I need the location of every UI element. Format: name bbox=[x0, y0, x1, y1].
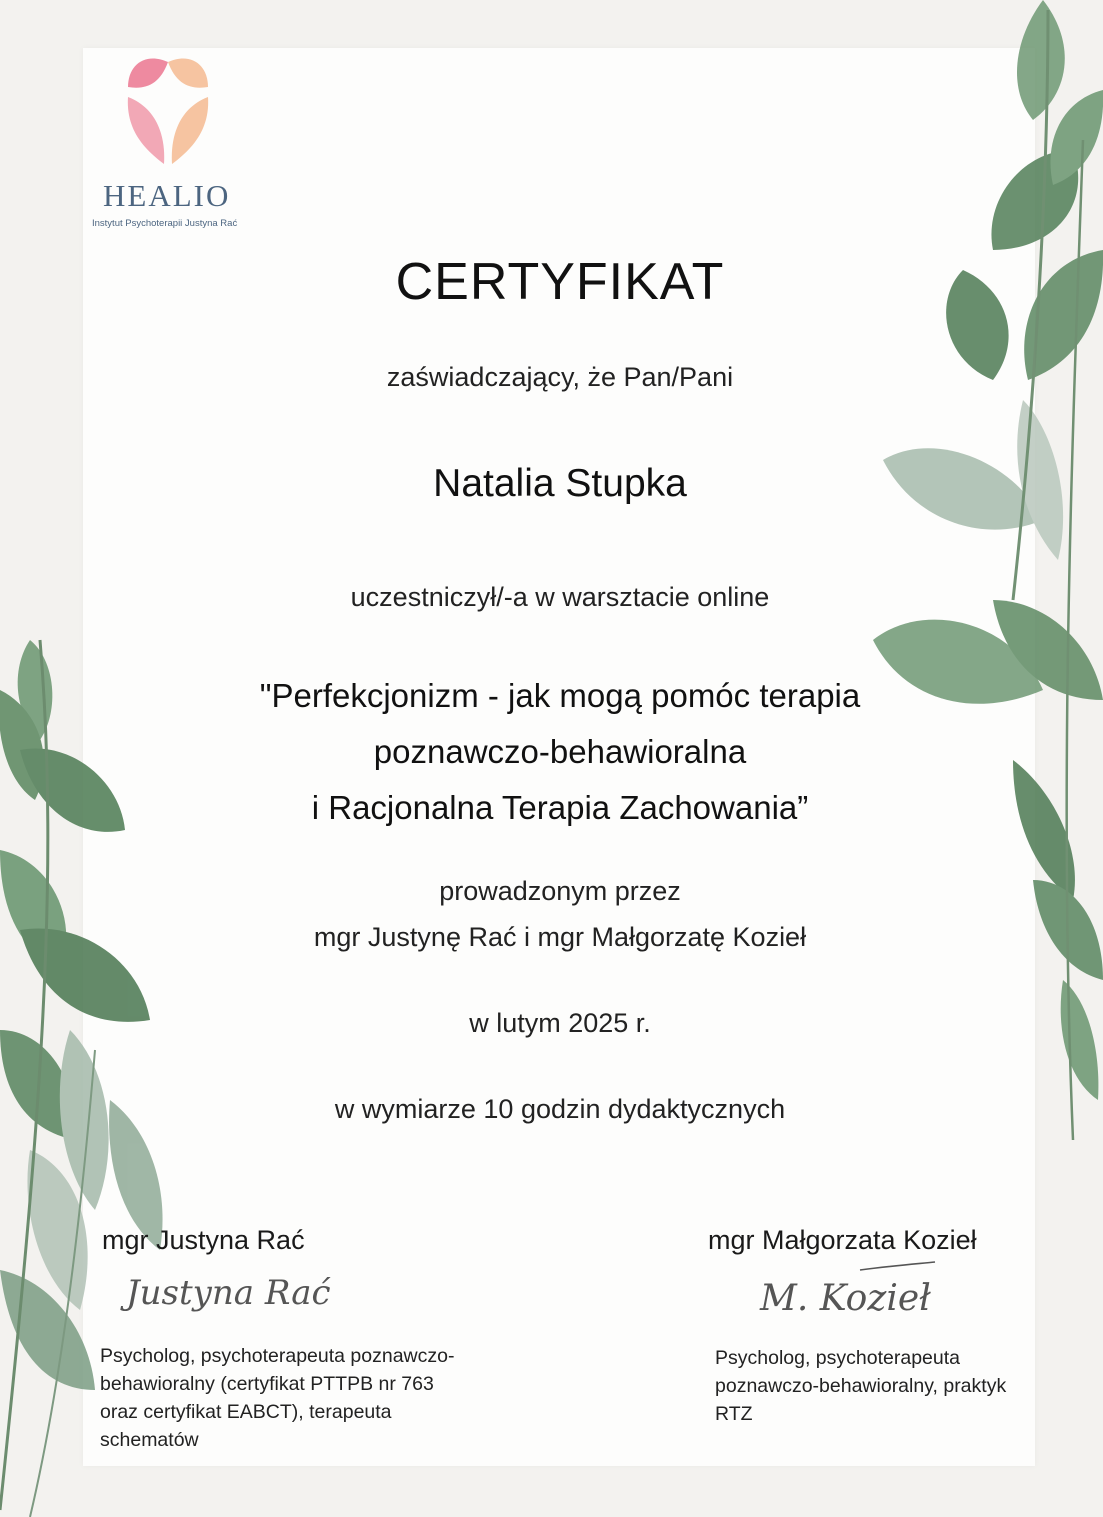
certificate-title: CERTYFIKAT bbox=[395, 253, 725, 311]
signatory-name-2: mgr Małgorzata Kozieł bbox=[708, 1225, 977, 1255]
signature-malgorzata-koziel bbox=[750, 1258, 950, 1333]
hours-text: w wymiarze 10 godzin dydaktycznych bbox=[334, 1094, 786, 1124]
description-line: poznawczo-behawioralny, praktyk bbox=[715, 1375, 1007, 1397]
signatory-name-1: mgr Justyna Rać bbox=[102, 1225, 305, 1255]
eucalyptus-leaves-right-icon bbox=[843, 0, 1103, 1160]
description-line: oraz certyfikat EABCT), terapeuta bbox=[100, 1401, 392, 1423]
logo-subtitle: Instytut Psychoterapii Justyna Rać bbox=[92, 218, 238, 229]
workshop-title-line: "Perfekcjonizm - jak mogą pomóc terapia bbox=[259, 677, 861, 714]
description-line: Psycholog, psychoterapeuta bbox=[715, 1347, 960, 1369]
signature-text: M. Kozieł bbox=[760, 1278, 931, 1319]
workshop-title bbox=[160, 668, 960, 836]
participant-name: Natalia Stupka bbox=[433, 462, 687, 505]
logo-name: HEALIO bbox=[103, 178, 231, 213]
signature-text: Justyna Rać bbox=[126, 1273, 331, 1313]
workshop-title-line: i Racjonalna Terapia Zachowania” bbox=[311, 789, 809, 826]
description-line: Psycholog, psychoterapeuta poznawczo- bbox=[100, 1345, 455, 1367]
participation-text: uczestniczył/-a w warsztacie online bbox=[350, 582, 770, 612]
description-line: RTZ bbox=[715, 1403, 753, 1425]
signature-justyna-rac bbox=[118, 1262, 363, 1332]
signatory-description-2 bbox=[715, 1344, 1055, 1428]
date-text: w lutym 2025 r. bbox=[469, 1008, 651, 1038]
description-line: behawioralny (certyfikat PTTPB nr 763 bbox=[100, 1373, 434, 1395]
signatory-description-1 bbox=[100, 1342, 500, 1454]
healio-logo bbox=[88, 52, 258, 232]
led-by-text: prowadzonym przez bbox=[439, 876, 681, 906]
leaders-text: mgr Justynę Rać i mgr Małgorzatę Kozieł bbox=[313, 922, 807, 952]
healio-logo-mark-icon bbox=[116, 52, 220, 168]
intro-text: zaświadczający, że Pan/Pani bbox=[386, 362, 734, 392]
workshop-title-line: poznawczo-behawioralna bbox=[373, 733, 747, 770]
description-line: schematów bbox=[100, 1429, 199, 1451]
